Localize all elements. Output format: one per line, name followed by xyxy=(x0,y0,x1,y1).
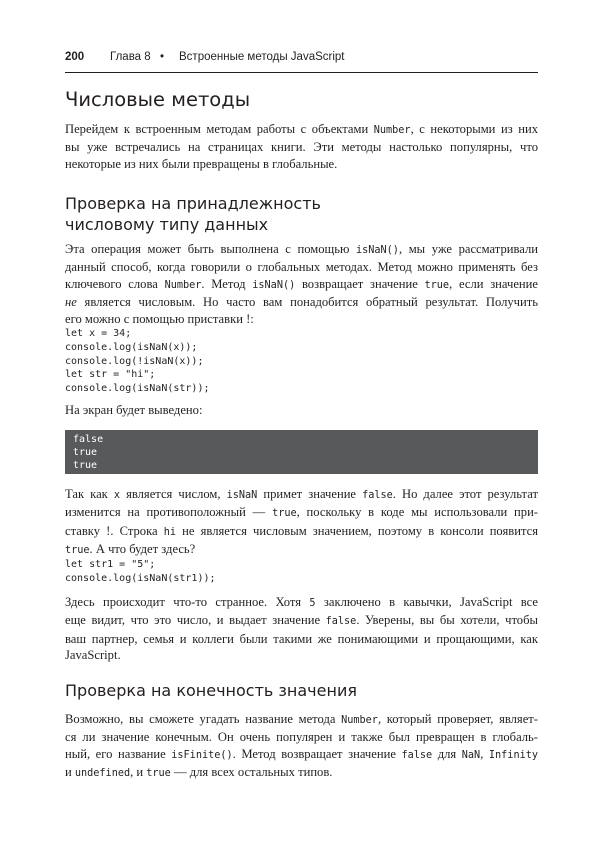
console-output-text: false true true xyxy=(73,434,104,472)
text-run: , поскольку в коде мы использовали при- xyxy=(296,505,539,520)
text-line xyxy=(65,594,538,612)
inline-code: false xyxy=(325,616,357,628)
paragraph-isnan xyxy=(65,241,538,327)
inline-code: Number xyxy=(341,715,378,726)
inline-code: true xyxy=(65,545,90,557)
text-run: и xyxy=(65,765,75,780)
text-line xyxy=(65,711,538,729)
console-output xyxy=(65,430,538,474)
text-run: , xyxy=(480,746,489,761)
text-line xyxy=(65,504,538,522)
inline-code: Number xyxy=(373,125,411,136)
text-run: ставку !. Строка xyxy=(65,523,164,538)
text-run: примет значение xyxy=(257,487,363,501)
paragraph-explanation xyxy=(65,486,538,560)
inline-code: Infinity xyxy=(488,749,538,761)
chapter-label: Глава 8 xyxy=(110,51,151,63)
text-run: Возможно, вы сможете угадать название метода xyxy=(65,712,342,726)
output-intro xyxy=(65,402,538,418)
text-line: некоторые из них были превращены в глобальные. xyxy=(65,156,338,171)
text-run: является числом, xyxy=(120,487,227,501)
text-line xyxy=(65,121,538,139)
text-run: . Но далее этот результат xyxy=(392,487,538,501)
subsection-title xyxy=(65,194,321,235)
paragraph-strange xyxy=(65,594,538,664)
text-run: . А что будет здесь? xyxy=(89,542,196,557)
inline-code: NaN xyxy=(461,749,481,761)
inline-code: false xyxy=(401,749,433,761)
text-run: . Уверены, вы бы хотели, чтобы xyxy=(356,613,538,628)
text-run: изменится на противоположный — xyxy=(65,505,273,520)
text-run: заключено в кавычки, JavaScript все xyxy=(315,595,538,609)
text-run: . Метод возвращает значение xyxy=(232,746,402,761)
inline-code: isNaN() xyxy=(252,279,296,291)
text-run: ный, его название xyxy=(65,746,172,761)
text-run: , мы уже рассматривали xyxy=(398,242,538,256)
text-run: возвращает значение xyxy=(295,276,425,291)
text-line xyxy=(65,541,538,559)
text-run: . Метод xyxy=(201,276,253,291)
code-block: let str1 = "5"; console.log(isNaN(str1)); xyxy=(65,559,216,584)
code-block: let x = 34; console.log(isNaN(x)); console.log(!isNaN(x)); let str = "hi"; console.log(isNaN(str)); xyxy=(65,328,210,395)
intro-paragraph xyxy=(65,121,538,172)
text-line xyxy=(65,746,538,764)
text-line xyxy=(65,241,538,259)
inline-code: 5 xyxy=(309,598,316,609)
title-line: Проверка на принадлежность xyxy=(65,194,321,213)
title-line: Проверка на конечность значения xyxy=(65,681,357,700)
inline-code: isNaN() xyxy=(356,245,399,256)
text-line xyxy=(65,294,538,310)
subsection-title xyxy=(65,681,357,702)
text-line: данный способ, когда говорили о глобальных методах. Метод можно применять без xyxy=(65,260,538,275)
text-run: Перейдем к встроенным методам работы с объектами xyxy=(65,122,374,136)
inline-code: hi xyxy=(163,526,177,538)
text-run: Здесь происходит что-то странное. Хотя xyxy=(65,595,310,609)
text-line: ваш партнер, семья и коллеги были такими же понимающими и прощающими, как xyxy=(65,631,538,646)
header-bullet: • xyxy=(160,51,165,63)
text-run: является числовым. Но часто вам понадобится обратный результат. Получить xyxy=(76,295,538,310)
text-run: не является числовым значением, поэтому в консоли появится xyxy=(176,523,539,538)
text-line: JavaScript. xyxy=(65,648,121,663)
inline-code: undefined xyxy=(74,768,131,780)
text-line xyxy=(65,612,538,630)
text-line xyxy=(65,523,538,541)
inline-code: Number xyxy=(164,279,202,291)
text-run: ключевого слова xyxy=(65,276,165,291)
text-run: , и xyxy=(130,765,147,780)
text-line: его можно с помощью приставки !: xyxy=(65,311,254,326)
text-run: — для всех остальных типов. xyxy=(170,765,333,780)
inline-code: x xyxy=(113,490,120,501)
running-header xyxy=(65,50,538,73)
text-run: , который проверяет, являет- xyxy=(377,712,539,726)
inline-code: isFinite() xyxy=(171,749,233,761)
inline-code: true xyxy=(146,768,171,780)
text-line: На экран будет выведено: xyxy=(65,403,203,417)
chapter-title: Встроенные методы JavaScript xyxy=(179,51,345,63)
inline-code: true xyxy=(424,279,450,291)
text-run: для xyxy=(432,746,462,761)
inline-code: true xyxy=(272,508,297,520)
text-run: , если значение xyxy=(449,276,538,291)
text-run: Так как xyxy=(65,487,114,501)
text-run: , с некоторыми из них xyxy=(410,122,538,136)
inline-code: false xyxy=(362,490,393,501)
title-line: числовому типу данных xyxy=(65,214,269,234)
paragraph-isfinite xyxy=(65,711,538,783)
text-line xyxy=(65,276,538,294)
text-line: ся ли значение конечным. Он очень популярен и также был превращен в глобаль- xyxy=(65,730,538,745)
inline-code: isNaN xyxy=(226,490,258,501)
emphasis: не xyxy=(65,295,77,310)
page-number: 200 xyxy=(65,51,85,63)
text-run: еще видит, что это число, и выдает значение xyxy=(65,613,326,628)
text-run: Эта операция может быть выполнена с помощью xyxy=(65,242,356,256)
section-title: Числовые методы xyxy=(65,88,251,111)
text-line xyxy=(65,486,538,504)
text-line: вы уже встречались на страницах книги. Эти методы настолько популярны, что xyxy=(65,140,538,155)
text-line xyxy=(65,764,538,782)
